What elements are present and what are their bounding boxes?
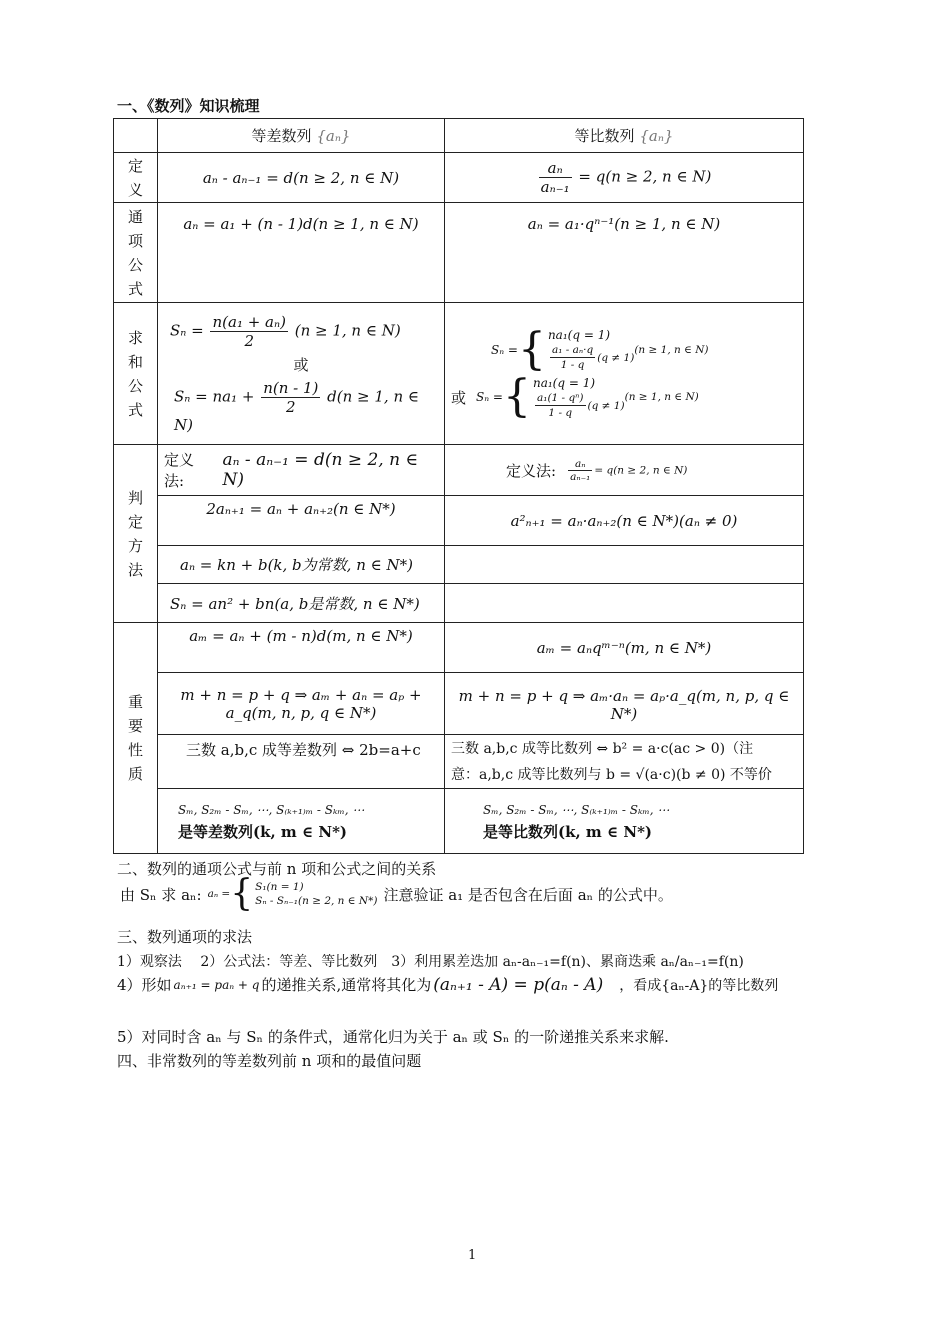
section2-lhs: aₙ = <box>207 888 231 900</box>
geom-judge-mid: a²ₙ₊₁ = aₙ·aₙ₊₂(n ∈ N*)(aₙ ≠ 0) <box>445 496 804 546</box>
geom-prop3-line2: 意：a,b,c 成等比数列与 b = √(a·c)(b ≠ 0) 不等价 <box>451 766 772 783</box>
arith-sum1-den: 2 <box>244 332 254 350</box>
label-definition-text: 定 义 <box>127 156 143 199</box>
section2-line <box>120 873 673 914</box>
geom-judge-quad-empty <box>445 584 804 623</box>
geom-sum-or: 或 <box>451 388 467 407</box>
geom-judge-def-formula <box>566 458 687 483</box>
row-judge-def <box>114 445 804 496</box>
geom-sum1-case1: na₁(q = 1) <box>547 327 611 342</box>
section3-line2-b: 的递推关系,通常将其化为 <box>261 976 432 994</box>
arith-judge-def-formula: aₙ - aₙ₋₁ = d(n ≥ 2, n ∈ N) <box>222 450 419 490</box>
geom-sum2-brace-glyph: { <box>502 371 531 423</box>
geom-prop2: m + n = p + q ⇒ aₘ·aₙ = aₚ·a_q(m, n, p, q ∈ N*) <box>445 673 804 735</box>
geom-sum1-cases <box>548 327 634 373</box>
geom-sum2-case2 <box>533 391 625 420</box>
header-geom <box>445 119 804 153</box>
geom-prop4-line1: Sₘ, S₂ₘ - Sₘ, ⋯, S₍ₖ₊₁₎ₘ - Sₖₘ, ⋯ <box>483 803 670 817</box>
geom-sum2-rest: (n ≥ 1, n ∈ N) <box>624 391 699 404</box>
arith-sum <box>158 303 445 445</box>
geom-sum2-case2-frac <box>535 391 586 420</box>
row-props-1 <box>114 623 804 673</box>
section3-line1: 1）观察法 2）公式法：等差、等比数列 3）利用累差迭加 aₙ-aₙ₋₁=f(n)、累商迭乘 aₙ/aₙ₋₁=f(n) <box>117 954 744 970</box>
geom-judge-num: aₙ <box>568 458 592 471</box>
geom-sum2-case2-cond: (q ≠ 1) <box>587 399 625 412</box>
header-arith-symbol: {aₙ} <box>316 127 351 145</box>
page-number: 1 <box>468 1248 477 1263</box>
geom-sum2-cases <box>533 375 625 421</box>
arith-sum2-frac <box>261 379 320 416</box>
section2-text-a: 由 Sₙ 求 aₙ: <box>120 885 202 904</box>
header-arith-text: 等差数列 <box>251 127 312 145</box>
section3-formula1: aₙ₊₁ = paₙ + q <box>173 977 260 992</box>
label-judge <box>114 445 158 623</box>
section3-formula2: (aₙ₊₁ - A) = p(aₙ - A) <box>433 974 604 995</box>
geom-prop3 <box>445 735 804 789</box>
section3-line2 <box>117 974 778 995</box>
geom-sum1-case2 <box>548 343 634 372</box>
arith-definition: aₙ - aₙ₋₁ = d(n ≥ 2, n ∈ N) <box>158 153 445 203</box>
geom-sum2-case2-num: a₁(1 - qⁿ) <box>535 391 586 406</box>
geom-general-term: aₙ = a₁·qⁿ⁻¹(n ≥ 1, n ∈ N) <box>445 203 804 303</box>
arith-prop2: m + n = p + q ⇒ aₘ + aₙ = aₚ + a_q(m, n, p, q ∈ N*) <box>158 673 445 735</box>
row-props-3 <box>114 735 804 789</box>
geom-judge-linear-empty <box>445 546 804 584</box>
arith-sum1-num: n(a₁ + aₙ) <box>212 313 286 331</box>
arith-prop4-line1: Sₘ, S₂ₘ - Sₘ, ⋯, S₍ₖ₊₁₎ₘ - Sₖₘ, ⋯ <box>178 803 365 817</box>
arith-sum2-num: n(n - 1) <box>263 379 319 397</box>
header-empty-cell <box>114 119 158 153</box>
sequence-summary-table <box>113 118 804 854</box>
geom-prop4-line2: 是等比数列(k, m ∈ N*) <box>483 823 653 841</box>
geom-sum1-case2-den: 1 - q <box>560 359 585 372</box>
geom-judge-def-label: 定义法: <box>506 461 557 480</box>
arith-judge-def-label: 定义法: <box>164 451 195 490</box>
geom-prop4 <box>445 789 804 854</box>
geom-sum2-lhs: Sₙ = <box>476 390 503 405</box>
arith-prop4 <box>158 789 445 854</box>
arith-judge-def-line <box>164 449 438 491</box>
section2-cases <box>207 873 378 914</box>
geom-sum2-brace <box>476 371 699 423</box>
arith-prop3: 三数 a,b,c 成等差数列 ⇔ 2b=a+c <box>158 735 445 789</box>
arith-judge-mid: 2aₙ₊₁ = aₙ + aₙ₊₂(n ∈ N*) <box>158 496 445 546</box>
section3-line2-a: 4）形如 <box>117 976 172 994</box>
geom-prop3-line1: 三数 a,b,c 成等比数列 ⇔ b² = a·c(ac > 0)（注 <box>451 740 754 757</box>
section2-brace-glyph: { <box>230 873 254 914</box>
geom-def-fraction <box>539 159 572 196</box>
geom-sum2-case2-den: 1 - q <box>548 406 573 419</box>
label-props <box>114 623 158 854</box>
section3-line2-row <box>117 974 778 995</box>
arith-sum1-rest: (n ≥ 1, n ∈ N) <box>294 321 401 340</box>
geom-sum2-case1: na₁(q = 1) <box>532 375 596 390</box>
header-geom-text: 等比数列 <box>574 127 635 145</box>
arith-sum2-den: 2 <box>286 398 296 416</box>
row-props-2 <box>114 673 804 735</box>
label-general-term <box>114 203 158 303</box>
row-props-4 <box>114 789 804 854</box>
row-sum-formula <box>114 303 804 445</box>
arith-judge-linear: aₙ = kn + b(k, b为常数, n ∈ N*) <box>158 546 445 584</box>
arith-sum1-lhs: Sₙ = <box>170 321 204 340</box>
arith-sum1-frac <box>210 313 287 350</box>
section4-title: 四、非常数列的等差数列前 n 项和的最值问题 <box>117 1052 422 1070</box>
row-judge-mid <box>114 496 804 546</box>
label-definition <box>114 153 158 203</box>
arith-general-term: aₙ = a₁ + (n - 1)d(n ≥ 1, n ∈ N) <box>158 203 445 303</box>
geom-sum-formula1 <box>451 323 797 375</box>
arith-sum-or: 或 <box>293 356 309 374</box>
table-header-row <box>114 119 804 153</box>
geom-sum1-brace-glyph: { <box>517 323 546 375</box>
section3-line3: 5）对同时含 aₙ 与 Sₙ 的条件式，通常化归为关于 aₙ 或 Sₙ 的一阶递推关系来求解. <box>117 1028 669 1046</box>
geom-sum1-rest: (n ≥ 1, n ∈ N) <box>634 343 709 356</box>
geom-sum1-lhs: Sₙ = <box>491 342 518 357</box>
geom-sum-formula2 <box>451 371 797 423</box>
row-judge-quad <box>114 584 804 623</box>
arith-sum2-rest: d(n ≥ 1, n ∈ N) <box>174 387 420 434</box>
geom-judge-rest: = q(n ≥ 2, n ∈ N) <box>594 464 688 476</box>
arith-prop1: aₘ = aₙ + (m - n)d(m, n ∈ N*) <box>158 623 445 673</box>
section2-body <box>120 873 673 914</box>
section3-title: 三、数列通项的求法 <box>117 928 253 946</box>
arith-judge-def <box>158 445 445 496</box>
label-judge-text: 判 定 方 法 <box>127 488 143 579</box>
arith-prop4-line2: 是等差数列(k, m ∈ N*) <box>178 823 348 841</box>
arith-sum-formula1 <box>164 313 438 350</box>
label-general-text: 通 项 公 式 <box>127 207 143 298</box>
arith-sum-formula2 <box>164 379 438 434</box>
section2-title: 二、数列的通项公式与前 n 项和公式之间的关系 <box>117 860 437 878</box>
geom-judge-def-line <box>451 458 797 483</box>
geom-def-num: aₙ <box>539 159 572 178</box>
label-props-text: 重 要 性 质 <box>127 693 143 783</box>
geom-judge-frac <box>568 458 592 483</box>
header-geom-symbol: {aₙ} <box>639 127 674 145</box>
label-sum <box>114 303 158 445</box>
geom-def-rest: = q(n ≥ 2, n ∈ N) <box>578 167 712 186</box>
geom-judge-den: aₙ₋₁ <box>570 470 591 483</box>
geom-sum1-case2-frac <box>550 343 595 372</box>
geom-sum1-case2-num: a₁ - aₙ·q <box>550 343 595 358</box>
geom-prop1: aₘ = aₙqᵐ⁻ⁿ(m, n ∈ N*) <box>445 623 804 673</box>
row-general-term <box>114 203 804 303</box>
geom-def-den: aₙ₋₁ <box>540 178 570 196</box>
arith-judge-quad: Sₙ = an² + bn(a, b是常数, n ∈ N*) <box>158 584 445 623</box>
row-definition <box>114 153 804 203</box>
geom-sum1-case2-cond: (q ≠ 1) <box>597 352 635 365</box>
section2-case2: Sₙ - Sₙ₋₁(n ≥ 2, n ∈ N*) <box>255 895 378 907</box>
label-sum-text: 求 和 公 式 <box>127 328 143 419</box>
geom-sum1-brace <box>491 323 709 375</box>
geom-sum <box>445 303 804 445</box>
arith-sum2-lhs: Sₙ = na₁ + <box>174 387 255 406</box>
geom-definition <box>445 153 804 203</box>
section2-case1: S₁(n = 1) <box>255 880 304 893</box>
row-judge-linear <box>114 546 804 584</box>
header-arith <box>158 119 445 153</box>
section3-line2-c: ，看成{aₙ-A}的等比数列 <box>619 977 779 994</box>
page-title: 一、《数列》知识梳理 <box>117 97 260 115</box>
section2-cases-list <box>255 880 377 908</box>
section2-text-b: 注意验证 a₁ 是否包含在后面 aₙ 的公式中。 <box>383 885 673 904</box>
geom-judge-def <box>445 445 804 496</box>
